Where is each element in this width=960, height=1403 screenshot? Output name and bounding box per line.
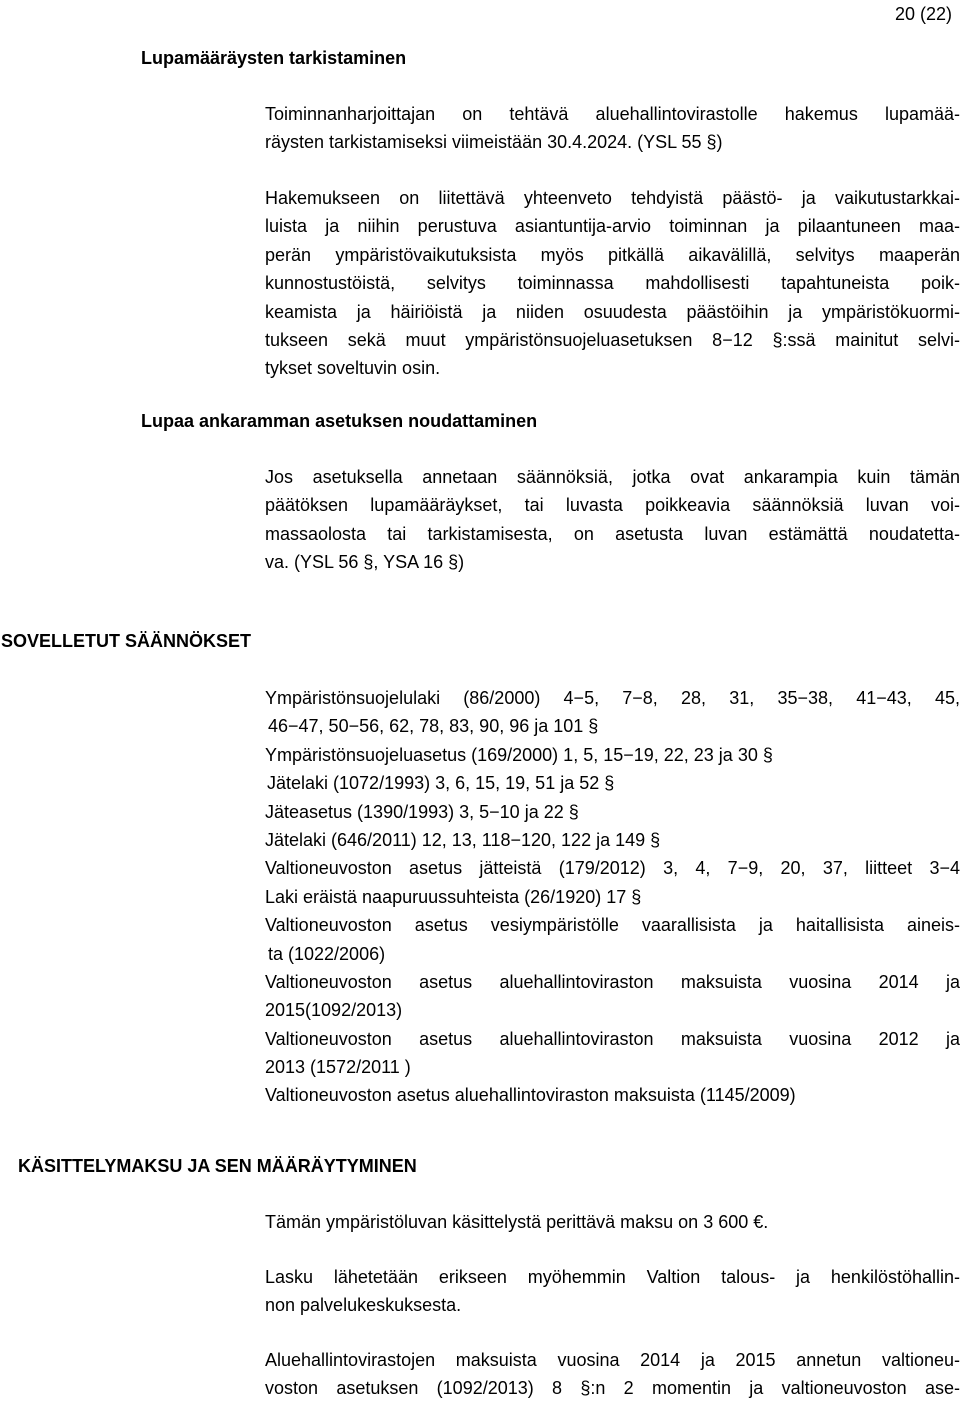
paragraph-invoice — [265, 1263, 960, 1320]
text-line: va. (YSL 56 §, YSA 16 §) — [265, 552, 465, 573]
text-line: voston asetuksen (1092/2013) 8 §:n 2 momentin ja valtioneuvoston ase- — [265, 1378, 960, 1399]
text-line: luista ja niihin perustuva asiantuntija-arvio toiminnan ja pilaantuneen maa- — [265, 216, 960, 237]
regulation-item: Valtioneuvoston asetus aluehallintoviraston maksuista (1145/2009) — [265, 1085, 796, 1106]
text-line: perän ympäristövaikutuksista myös pitkällä aikavälillä, selvitys maaperän — [265, 244, 960, 265]
text-line: räysten tarkistamiseksi viimeistään 30.4.2024. (YSL 55 §) — [265, 132, 723, 153]
list-applied-regulations — [265, 684, 960, 1110]
text-line: tukseen sekä muut ympäristönsuojeluasetuksen 8−12 §:ssä mainitut selvi- — [265, 329, 960, 350]
text-line: Toiminnanharjoittajan on tehtävä aluehallintovirastolle hakemus lupamää- — [265, 104, 960, 124]
text-line: kunnostustöistä, selvitys toiminnassa mahdollisesti tapahtuneista poik- — [265, 273, 960, 294]
regulation-item: 2013 (1572/2011 ) — [265, 1057, 411, 1078]
heading-processing-fee: KÄSITTELYMAKSU JA SEN MÄÄRÄYTYMINEN — [18, 1156, 417, 1176]
paragraph-fee-basis — [265, 1346, 960, 1403]
text-line: Lasku lähetetään erikseen myöhemmin Valtion talous- ja henkilöstöhallin- — [265, 1267, 960, 1287]
text-line: Hakemukseen on liitettävä yhteenveto tehdyistä päästö- ja vaikutustarkkai- — [265, 188, 960, 208]
regulation-item: Jäteasetus (1390/1993) 3, 5−10 ja 22 § — [265, 801, 579, 822]
regulation-item: ta (1022/2006) — [268, 943, 386, 964]
paragraph-application-attachments — [265, 184, 960, 383]
regulation-item: Jätelaki (646/2011) 12, 13, 118−120, 122 ja 149 § — [265, 829, 661, 850]
regulation-item: 2015(1092/2013) — [265, 1000, 403, 1021]
regulation-item: Jätelaki (1072/1993) 3, 6, 15, 19, 51 ja 52 § — [267, 773, 615, 794]
heading-stricter-decree: Lupaa ankaramman asetuksen noudattaminen — [141, 411, 538, 431]
paragraph-stricter-decree — [265, 463, 960, 577]
text-line: keamista ja häiriöistä ja niiden osuudesta päästöihin ja ympäristökuormi- — [265, 301, 960, 322]
heading-permit-review: Lupamääräysten tarkistaminen — [141, 48, 407, 68]
regulation-item: Ympäristönsuojeluasetus (169/2000) 1, 5, 15−19, 22, 23 ja 30 § — [265, 744, 773, 765]
regulation-item: Valtioneuvoston asetus vesiympäristölle vaarallisista ja haitallisista aineis- — [265, 915, 960, 936]
regulation-item: Valtioneuvoston asetus jätteistä (179/2012) 3, 4, 7−9, 20, 37, liitteet 3−4 — [265, 858, 960, 879]
text-line: tykset soveltuvin osin. — [265, 358, 441, 379]
paragraph-fee-amount — [265, 1208, 960, 1236]
text-line: Tämän ympäristöluvan käsittelystä perittävä maksu on 3 600 €. — [265, 1212, 769, 1232]
text-line: massaolosta tai tarkistamisesta, on asetusta luvan estämättä noudatetta- — [265, 523, 960, 544]
regulation-item: Laki eräistä naapuruussuhteista (26/1920) 17 § — [265, 886, 642, 907]
text-line: Jos asetuksella annetaan säännöksiä, jotka ovat ankarampia kuin tämän — [265, 467, 960, 487]
text-line: Aluehallintovirastojen maksuista vuosina 2014 ja 2015 annetun valtioneu- — [265, 1350, 960, 1370]
paragraph-review-deadline — [265, 100, 960, 157]
page-number: 20 (22) — [894, 4, 952, 24]
text-line: päätöksen lupamääräykset, tai luvasta poikkeavia säännöksiä luvan voi- — [265, 495, 960, 516]
text-line: non palvelukeskuksesta. — [265, 1295, 462, 1316]
regulation-item: Valtioneuvoston asetus aluehallintoviraston maksuista vuosina 2014 ja — [265, 971, 960, 992]
heading-applied-regulations: SOVELLETUT SÄÄNNÖKSET — [1, 631, 252, 651]
regulation-item: Valtioneuvoston asetus aluehallintoviraston maksuista vuosina 2012 ja — [265, 1028, 960, 1049]
regulation-item: 46−47, 50−56, 62, 78, 83, 90, 96 ja 101 § — [268, 716, 599, 737]
regulation-item: Ympäristönsuojelulaki (86/2000) 4−5, 7−8, 28, 31, 35−38, 41−43, 45, — [265, 688, 960, 708]
